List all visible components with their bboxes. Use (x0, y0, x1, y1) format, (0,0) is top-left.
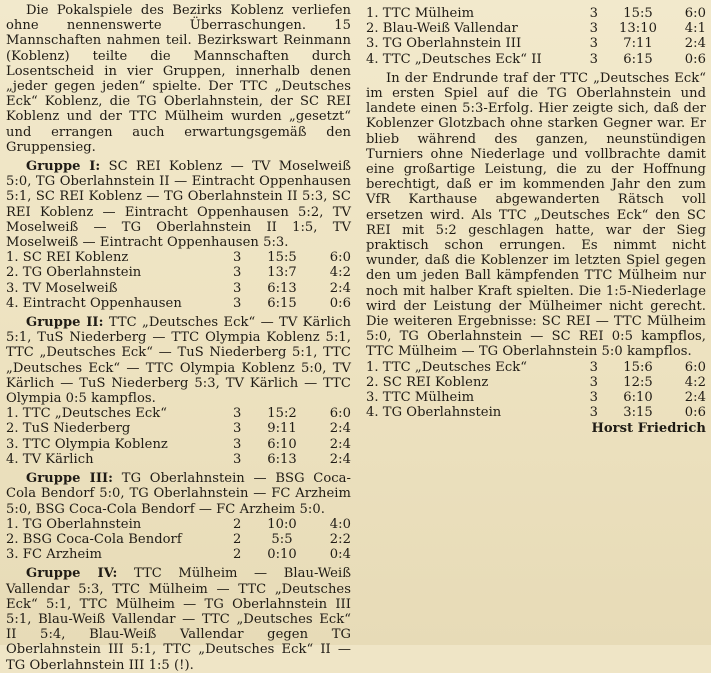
team-name: 4. TTC „Deutsches Eck“ II (366, 51, 542, 67)
games-played: 3 (232, 421, 242, 437)
table-row (366, 405, 706, 420)
games-played: 3 (589, 390, 598, 406)
points: 6:0 (329, 250, 351, 266)
table-row (366, 52, 706, 67)
points: 4:2 (684, 374, 706, 390)
table-row (6, 421, 351, 436)
table-row (6, 437, 351, 452)
points: 0:6 (684, 405, 706, 421)
games-played: 3 (232, 436, 242, 452)
group-3-table (6, 517, 351, 563)
group-1-table (6, 250, 351, 311)
match-score: 15:5 (267, 250, 297, 266)
games-played: 2 (232, 516, 242, 532)
team-name: 1. TTC Mülheim (366, 6, 475, 21)
table-row (366, 360, 706, 375)
group-1-title: Gruppe I: (26, 159, 101, 175)
match-score: 5:5 (271, 531, 293, 547)
games-played: 3 (232, 250, 242, 266)
match-score: 12:5 (623, 374, 653, 390)
team-name: 3. TV Moselweiß (6, 280, 118, 296)
team-name: 3. TTC Olympia Koblenz (6, 436, 168, 452)
points: 0:6 (684, 51, 706, 67)
group-4-results-text: TTC Mülheim — Blau-Weiß Vallendar 5:3, TTC Mülheim — TTC „Deutsches Eck“ 5:1, TTC Mülheim — TG Oberlahnstein III 5:1, Blau-Weiß Vallendar — TTC „Deutsches Eck“ II 5:4, Blau-Weiß Vallendar gegen TG Oberlahnstein III 5:1, TTC „Deutsches Eck“ II — TG Oberlahnstein III 1:5 (!). (6, 566, 351, 673)
table-row (6, 406, 351, 421)
match-score: 15:5 (623, 6, 653, 21)
match-score: 6:13 (267, 280, 297, 296)
right-column (366, 3, 706, 437)
games-played: 3 (232, 451, 242, 467)
left-column (6, 3, 351, 673)
games-played: 3 (589, 51, 598, 67)
games-played: 3 (589, 374, 598, 390)
points: 4:2 (329, 265, 351, 281)
points: 4:1 (684, 21, 706, 37)
points: 2:2 (329, 531, 351, 547)
team-name: 2. TG Oberlahnstein (6, 265, 142, 281)
group-4-table (366, 6, 706, 67)
group-1-results-text: SC REI Koblenz — TV Moselweiß 5:0, TG Oberlahnstein II — Eintracht Oppenhausen 5:1, SC REI Koblenz — TG Oberlahnstein II 5:3, SC REI Koblenz — Eintracht Oppenhausen 5:2, TV Moselweiß — TG Oberlahnstein II 1:5, TV Moselweiß — Eintracht Oppenhausen 5:3. (6, 159, 352, 251)
games-played: 3 (589, 359, 598, 375)
points: 4:0 (329, 516, 351, 532)
intro-paragraph: Die Pokalspiele des Bezirks Koblenz verliefen ohne nennenswerte Überraschungen. 15 Mannschaften nahmen teil. Bezirkswart Reinmann (Koblenz) teilte die Mannschaften durch Losentscheid in vier Gruppen, innerhalb denen „jeder gegen jeden“ spielte. Der TTC „Deutsches Eck“ Koblenz, die TG Oberlahnstein, der SC REI Koblenz und der TTC Mülheim wurden „gesetzt“ und errangen auch erwartungsgemäß den Gruppensieg. (6, 3, 351, 155)
team-name: 3. FC Arzheim (6, 547, 102, 563)
match-score: 0:10 (267, 547, 297, 563)
group-2-results-text: TTC „Deutsches Eck“ — TV Kärlich 5:1, TuS Niederberg — TTC Olympia Koblenz 5:1, TTC „Deutsches Eck“ — TuS Niederberg 5:1, TTC „Deutsches Eck“ — TTC Olympia Koblenz 5:0, TV Kärlich — TuS Niederberg 5:3, TV Kärlich — TTC Olympia 0:5 kampflos. (6, 315, 351, 407)
table-row (6, 296, 351, 311)
match-score: 9:11 (267, 421, 297, 437)
games-played: 3 (232, 265, 242, 281)
final-round-paragraph: In der Endrunde traf der TTC „Deutsches Eck“ im ersten Spiel auf die TG Oberlahnstein und landete einen 5:3-Erfolg. Hier zeigte sich, daß der Koblenzer Glotzbach ohne starken Gegner war. Er blieb während des ganzen, neunstündigen Turniers ohne Niederlage und vollbrachte damit eine großartige Leistung, die zu der Hoffnung berechtigt, daß er im kommenden Jahr den zum VfR Karthause abgewanderten Rätsch voll ersetzen wird. Als TTC „Deutsches Eck“ den SC REI mit 5:2 geschlagen hatte, war der Sieg praktisch schon errungen. Es nimmt nicht wunder, daß die Koblenzer im letzten Spiel gegen den um jeden Ball kämpfenden TTC Mülheim nur noch mit halber Kraft spielten. Die 1:5-Niederlage wird der Leistung der Mülheimer nicht gerecht. Die weiteren Ergebnisse: SC REI — TTC Mülheim 5:0, TG Oberlahnstein — SC REI 0:5 kampflos, TTC Mülheim — TG Oberlahnstein 5:0 kampflos. (366, 70, 706, 360)
table-row (6, 452, 351, 467)
team-name: 2. SC REI Koblenz (366, 374, 489, 390)
match-score: 6:15 (623, 51, 653, 67)
match-score: 10:0 (267, 516, 297, 532)
table-row (366, 21, 706, 36)
table-row (6, 250, 351, 265)
team-name: 2. BSG Coca-Cola Bendorf (6, 531, 182, 547)
table-row (6, 547, 351, 562)
games-played: 3 (232, 295, 242, 311)
points: 2:4 (684, 390, 706, 406)
games-played: 3 (232, 280, 242, 296)
points: 6:0 (684, 6, 706, 21)
points: 2:4 (329, 421, 351, 437)
points: 6:0 (684, 359, 706, 375)
table-row (366, 375, 706, 390)
group-2-title: Gruppe II: (26, 315, 104, 331)
points: 2:4 (329, 280, 351, 296)
table-row (6, 265, 351, 280)
match-score: 7:11 (623, 36, 653, 52)
table-row (366, 6, 706, 21)
group-4-title: Gruppe IV: (26, 566, 118, 582)
points: 2:4 (684, 36, 706, 52)
team-name: 4. TG Oberlahnstein (366, 405, 502, 421)
games-played: 3 (589, 6, 598, 21)
games-played: 3 (589, 21, 598, 37)
table-row (6, 532, 351, 547)
match-score: 6:10 (267, 436, 297, 452)
group-4-results (6, 566, 351, 672)
match-score: 15:6 (623, 359, 653, 375)
team-name: 1. TG Oberlahnstein (6, 516, 142, 532)
match-score: 15:2 (267, 406, 297, 422)
games-played: 2 (232, 547, 242, 563)
table-row (366, 36, 706, 51)
match-score: 6:13 (267, 451, 297, 467)
match-score: 3:15 (623, 405, 653, 421)
team-name: 3. TTC Mülheim (366, 390, 475, 406)
games-played: 3 (232, 406, 242, 422)
group-2-results (6, 315, 351, 406)
author-byline: Horst Friedrich (591, 421, 706, 437)
team-name: 1. TTC „Deutsches Eck“ (6, 406, 168, 422)
group-3-results (6, 471, 351, 517)
group-2-table (6, 406, 351, 467)
match-score: 6:15 (267, 295, 297, 311)
match-score: 6:10 (623, 390, 653, 406)
points: 2:4 (329, 451, 351, 467)
points: 0:4 (329, 547, 351, 563)
table-row (6, 281, 351, 296)
games-played: 2 (232, 531, 242, 547)
team-name: 1. TTC „Deutsches Eck“ (366, 359, 528, 375)
points: 2:4 (329, 436, 351, 452)
games-played: 3 (589, 405, 598, 421)
match-score: 13:7 (267, 265, 297, 281)
group-3-results-text: TG Oberlahnstein — BSG Coca-Cola Bendorf 5:0, TG Oberlahnstein — FC Arzheim 5:0, BSG Coca-Cola Bendorf — FC Arzheim 5:0. (6, 471, 352, 517)
final-table (366, 360, 706, 421)
team-name: 2. TuS Niederberg (6, 421, 131, 437)
points: 6:0 (329, 406, 351, 422)
group-1-results (6, 159, 351, 250)
team-name: 4. Eintracht Oppenhausen (6, 295, 182, 311)
team-name: 1. SC REI Koblenz (6, 250, 129, 266)
team-name: 3. TG Oberlahnstein III (366, 36, 522, 52)
table-row (6, 517, 351, 532)
team-name: 4. TV Kärlich (6, 451, 94, 467)
team-name: 2. Blau-Weiß Vallendar (366, 21, 518, 37)
match-score: 13:10 (619, 21, 657, 37)
group-3-title: Gruppe III: (26, 471, 114, 487)
table-row (366, 390, 706, 405)
points: 0:6 (329, 295, 351, 311)
games-played: 3 (589, 36, 598, 52)
